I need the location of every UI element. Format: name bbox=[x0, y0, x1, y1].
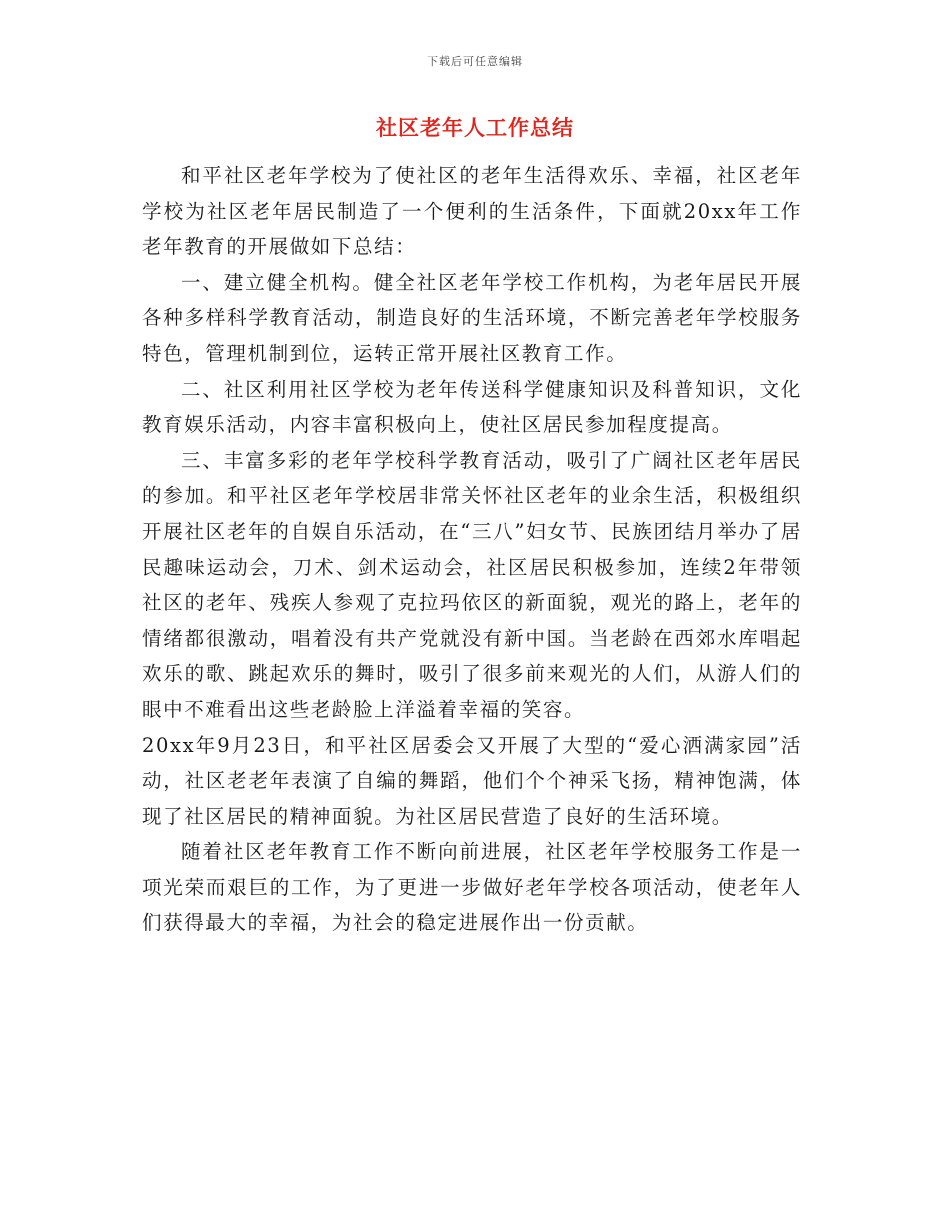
paragraph-section-3: 三、丰富多彩的老年学校科学教育活动，吸引了广阔社区老年居民的参加。和平社区老年学校居非常关怀社区老年的业余生活，积极组织开展社区老年的自娱自乐活动，在“三八”妇女节、民族团结月举办了居民趣味运动会，刀术、剑术运动会，社区居民积极参加，连续2年带领社区的老年、残疾人参观了克拉玛依区的新面貌，观光的路上，老年的情绪都很激动，唱着没有共产党就没有新中国。当老龄在西郊水库唱起欢乐的歌、跳起欢乐的舞时，吸引了很多前来观光的人们，从游人们的眼中不难看出这些老龄脸上洋溢着幸福的笑容。 bbox=[142, 448, 802, 721]
document-title: 社区老年人工作总结 bbox=[376, 115, 574, 140]
header-note: 下载后可任意编辑 bbox=[427, 55, 523, 68]
paragraph-intro: 和平社区老年学校为了使社区的老年生活得欢乐、幸福，社区老年学校为社区老年居民制造了一个便利的生活条件，下面就20xx年工作老年教育的开展做如下总结： bbox=[142, 164, 802, 259]
paragraph-section-1: 一、建立健全机构。健全社区老年学校工作机构，为老年居民开展各种多样科学教育活动，制造良好的生活环境，不断完善老年学校服务特色，管理机制到位，运转正常开展社区教育工作。 bbox=[142, 270, 802, 365]
paragraph-conclusion: 随着社区老年教育工作不断向前进展，社区老年学校服务工作是一项光荣而艰巨的工作，为了更进一步做好老年学校各项活动，使老年人们获得最大的幸福，为社会的稳定进展作出一份贡献。 bbox=[142, 840, 802, 935]
document-body bbox=[142, 158, 802, 941]
paragraph-event: 20xx年9月23日，和平社区居委会又开展了大型的“爱心洒满家园”活动，社区老老年表演了自编的舞蹈，他们个个神采飞扬，精神饱满，体现了社区居民的精神面貌。为社区居民营造了良好的生活环境。 bbox=[142, 733, 802, 828]
paragraph-section-2: 二、社区利用社区学校为老年传送科学健康知识及科普知识，文化教育娱乐活动，内容丰富积极向上，使社区居民参加程度提高。 bbox=[142, 377, 802, 437]
